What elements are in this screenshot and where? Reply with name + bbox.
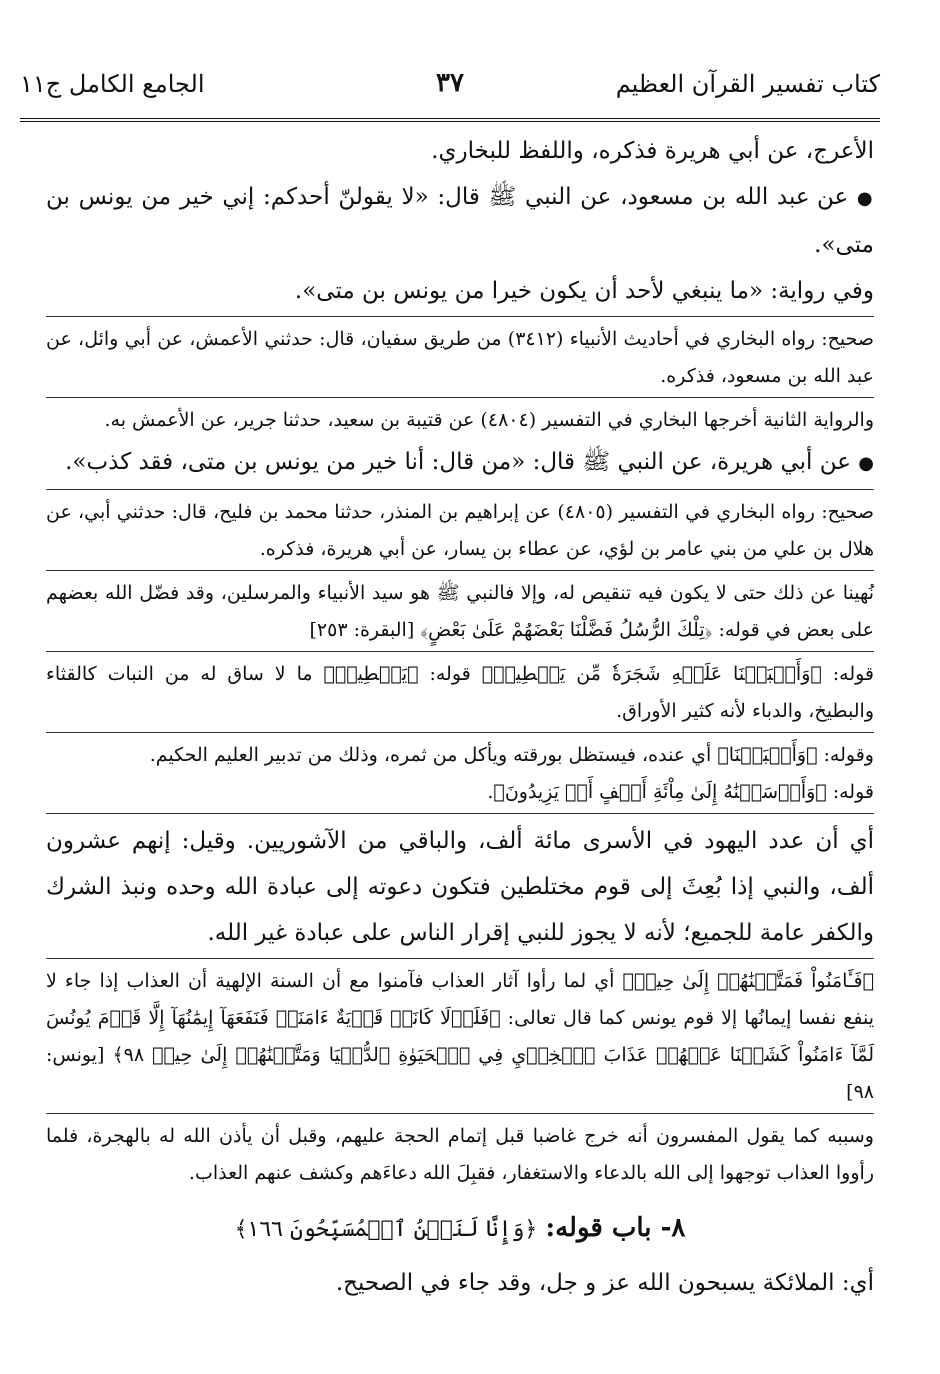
divider <box>46 813 874 814</box>
page-number: ٣٧ <box>436 68 464 98</box>
hadith-text: عن أبي هريرة، عن النبي ﷺ قال: «من قال: أنا خير من يونس بن متى، فقد كذب». <box>65 449 851 475</box>
divider <box>46 1113 874 1114</box>
hadith-variant: وفي رواية: «ما ينبغي لأحد أن يكون خيرا من يونس بن متى». <box>294 278 874 304</box>
commentary-paragraph: وقوله: ﴿وَأَنۢبَتۡنَا﴾ أي عنده، فيستظل بورقته ويأكل من ثمره، وذلك من تدبير العليم الحكيم. <box>149 744 874 766</box>
hadith-ibn-masud <box>46 174 874 268</box>
takhrij-note: صحيح: رواه البخاري في أحاديث الأنبياء (٣٤١٢) من طريق سفيان، قال: حدثني الأعمش، عن أبي وائل، عن عبد الله بن مسعود، فذكره. <box>46 328 874 387</box>
commentary-paragraph: نُهينا عن ذلك حتى لا يكون فيه تنقيص له، وإلا فالنبي ﷺ هو سيد الأنبياء والمرسلين، وقد فضّل الله بعضهم على بعض في قوله: ﴿تِلْكَ الرُّسُلُ فَضَّلْنَا بَعْضَهُمْ عَلَىٰ بَعْضٍ﴾ [البقرة: ٢٥٣] <box>46 582 874 641</box>
page-body <box>46 128 874 1306</box>
commentary-paragraph: أي أن عدد اليهود في الأسرى مائة ألف، والباقي من الآشوريين. وقيل: إنهم عشرون ألف، والنبي إذا بُعِثَ إلى قوم مختلطين فتكون دعوته إلى عبادة الله وحده ونبذ الشرك والكفر عامة للجميع؛ لأنه لا يجوز للنبي إقرار الناس على عبادة غير الله. <box>46 828 874 946</box>
bullet-icon: ● <box>856 188 874 209</box>
divider <box>46 316 874 317</box>
takhrij-note: صحيح: رواه البخاري في التفسير (٤٨٠٥) عن إبراهيم بن المنذر، حدثنا محمد بن فليح، قال: حدثني أبي، عن هلال بن علي من بني عامر بن لؤي، عن عطاء بن يسار، عن أبي هريرة، فذكره. <box>46 501 874 560</box>
header-rule <box>20 118 880 122</box>
commentary-paragraph: قوله: ﴿وَأَنۢبَتۡنَا عَلَيۡهِ شَجَرَةٗ مِّن يَقۡطِينٖ﴾ قوله: ﴿يَقۡطِينٖ﴾ ما لا ساق له من النبات كالقثاء والبطيخ، والدباء لأنه كثير الأوراق. <box>46 663 875 722</box>
commentary-paragraph: ﴿فَـَٔامَنُواْ فَمَتَّعۡنَٰهُمۡ إِلَىٰ حِينٖ﴾ أي لما رأوا آثار العذاب فآمنوا مع أن السنة الإلهية أن العذاب إذا جاء لا ينفع نفسا إيمانُها إلا قوم يونس كما قال تعالى: ﴿فَلَوۡلَا كَانَتۡ قَرۡيَةٌ ءَامَنَتۡ فَنَفَعَهَآ إِيمَٰنُهَآ إِلَّا قَوۡمَ يُونُسَ لَمَّآ ءَامَنُواْ كَشَفۡنَا عَنۡهُمۡ عَذَابَ ٱلۡخِزۡيِ فِي ٱلۡحَيَوٰةِ ٱلدُّنۡيَا وَمَتَّعۡنَٰهُمۡ إِلَىٰ حِينٖ ٩٨﴾ [يونس: ٩٨] <box>46 970 875 1103</box>
commentary-paragraph: أي: الملائكة يسبحون الله عز و جل، وقد جاء في الصحيح. <box>335 1270 874 1296</box>
chapter-heading <box>46 1198 874 1260</box>
commentary-paragraph: وسببه كما يقول المفسرون أنه خرج غاضبا قبل إتمام الحجة عليهم، وقبل أن يأذن الله له بالهجرة، فلما رأووا العذاب توجهوا إلى الله بالدعاء والاستغفار، فقبِلَ الله دعاءَهم وكشف عنهم العذاب. <box>46 1125 874 1184</box>
bullet-icon: ● <box>858 453 874 474</box>
paragraph-continuation: الأعرج، عن أبي هريرة فذكره، واللفظ للبخاري. <box>431 138 874 164</box>
hadith-abu-hurayra <box>46 439 874 487</box>
divider <box>46 651 874 652</box>
running-header <box>20 62 880 114</box>
divider <box>46 732 874 733</box>
takhrij-note: والرواية الثانية أخرجها البخاري في التفسير (٤٨٠٤) عن قتيبة بن سعيد، حدثنا جرير، عن الأعمش به. <box>104 409 874 431</box>
volume-title: الجامع الكامل ج١١ <box>20 70 205 98</box>
divider <box>46 397 874 398</box>
hadith-text: عن عبد الله بن مسعود، عن النبي ﷺ قال: «لا يقولنّ أحدكم: إني خير من يونس بن متى». <box>46 184 874 258</box>
chapter-title: ٨- باب قوله: <box>545 1213 686 1243</box>
chapter-ayah: ﴿وَإِنَّا لَنَحۡنُ ٱلۡمُسَبِّحُونَ ١٦٦﴾ <box>234 1217 538 1242</box>
divider <box>46 958 874 959</box>
divider <box>46 489 874 490</box>
commentary-paragraph: قوله: ﴿وَأَرۡسَلۡنَٰهُ إِلَىٰ مِاْئَةِ أَلۡفٍ أَوۡ يَزِيدُونَ﴾. <box>487 781 874 803</box>
book-title: كتاب تفسير القرآن العظيم <box>615 70 880 98</box>
divider <box>46 570 874 571</box>
